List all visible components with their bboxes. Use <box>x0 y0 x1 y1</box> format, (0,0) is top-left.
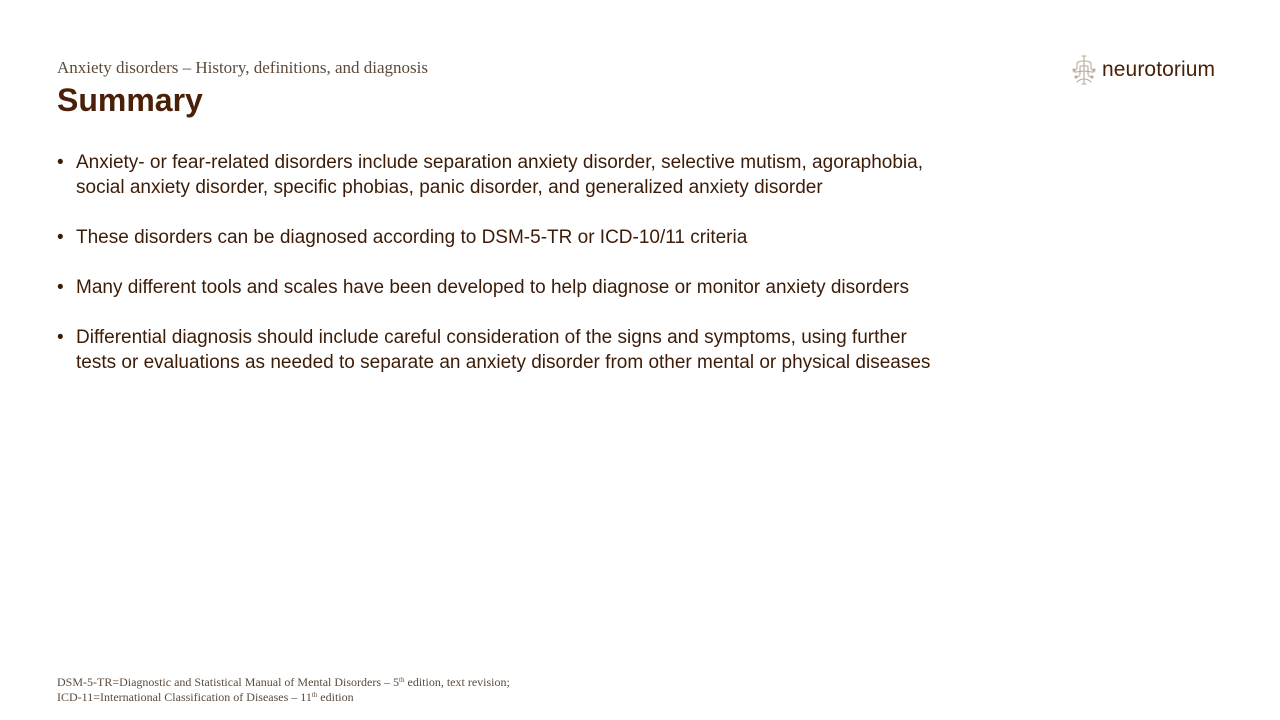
footnote-line-icd <box>57 690 510 705</box>
bullet-text-line: Many different tools and scales have been developed to help diagnose or monitor anxiety disorders <box>76 277 910 298</box>
bullet-item <box>57 275 1057 300</box>
bullet-item <box>57 325 1057 375</box>
bullet-marker: • <box>57 277 64 298</box>
footnote-text: DSM-5-TR=Diagnostic and Statistical Manual of Mental Disorders – 5 <box>57 675 400 689</box>
footnote-superscript: th <box>311 691 318 699</box>
slide-title: Summary <box>57 82 203 118</box>
bullet-text-line: These disorders can be diagnosed according to DSM-5-TR or ICD-10/11 criteria <box>76 227 748 248</box>
logo-wordmark: neurotorium <box>1102 58 1216 81</box>
bullet-text-line: Anxiety- or fear-related disorders include separation anxiety disorder, selective mutism, agoraphobia, <box>76 152 923 173</box>
bullet-text-line: tests or evaluations as needed to separate an anxiety disorder from other mental or physical diseases <box>76 352 931 373</box>
footnote-text: ICD-11=International Classification of Diseases – 11 <box>57 690 312 704</box>
bullet-item <box>57 225 1057 250</box>
bullet-marker: • <box>57 227 64 248</box>
bullet-text-line: Differential diagnosis should include careful consideration of the signs and symptoms, using further <box>76 327 907 348</box>
neurotorium-logo-icon <box>1071 54 1097 86</box>
bullet-marker: • <box>57 327 64 348</box>
footnote-line-dsm <box>57 675 510 690</box>
abbreviations-footnote <box>57 675 510 705</box>
footnote-text: edition, text revision; <box>404 675 510 689</box>
bullet-text-line: social anxiety disorder, specific phobias, panic disorder, and generalized anxiety disorder <box>76 177 823 198</box>
bullet-item <box>57 150 1057 200</box>
neurotorium-logo <box>1071 54 1215 86</box>
footnote-superscript: th <box>399 676 405 684</box>
summary-bullet-list <box>57 150 1057 400</box>
bullet-marker: • <box>57 152 64 173</box>
footnote-text: edition <box>317 690 354 704</box>
presentation-subtitle: Anxiety disorders – History, definitions, and diagnosis <box>57 58 428 77</box>
